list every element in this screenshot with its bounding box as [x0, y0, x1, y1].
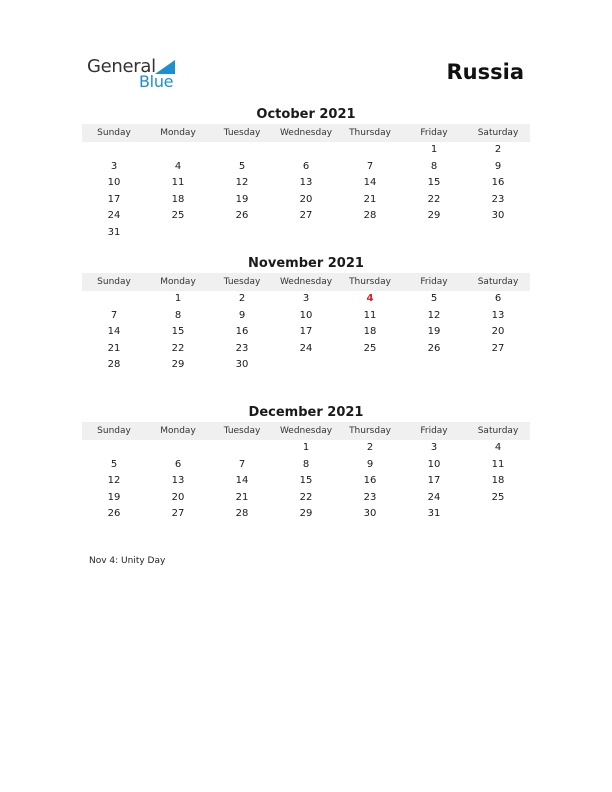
weekday-label: Saturday — [477, 277, 519, 287]
day-cell: 5 — [238, 160, 246, 172]
weekday-label: Sunday — [97, 277, 131, 287]
day-cell: 7 — [366, 160, 374, 172]
day-cell: 21 — [363, 193, 377, 205]
weekday-label: Monday — [160, 277, 196, 287]
logo-text-general: General — [87, 56, 156, 77]
empty-day-cell — [210, 142, 274, 159]
weekday-label: Thursday — [349, 277, 391, 287]
day-cell: 9 — [238, 309, 246, 321]
day-cell: 23 — [491, 193, 505, 205]
empty-day-cell — [402, 357, 466, 374]
day-cell: 12 — [235, 177, 249, 189]
day-cell: 30 — [235, 359, 249, 371]
empty-day-cell — [210, 225, 274, 242]
day-cell: 16 — [363, 475, 377, 487]
empty-day-cell — [146, 440, 210, 457]
day-cell: 26 — [427, 342, 441, 354]
generalblue-logo — [87, 56, 187, 92]
day-cell: 9 — [366, 458, 374, 470]
empty-day-cell — [466, 506, 530, 523]
day-cell: 2 — [494, 144, 502, 155]
day-cell: 10 — [107, 177, 121, 189]
day-cell: 7 — [238, 458, 246, 470]
empty-day-cell — [210, 440, 274, 457]
empty-day-cell — [146, 225, 210, 242]
day-cell: 10 — [427, 458, 441, 470]
day-grid — [82, 440, 530, 523]
month-title: October 2021 — [256, 107, 356, 122]
day-cell: 28 — [363, 210, 377, 222]
day-cell: 19 — [235, 193, 249, 205]
day-cell: 13 — [491, 309, 505, 321]
weekday-label: Tuesday — [223, 426, 261, 436]
day-cell: 6 — [494, 293, 502, 304]
weekday-label: Wednesday — [279, 277, 333, 287]
day-cell: 24 — [427, 491, 441, 503]
weekday-label: Monday — [160, 128, 196, 138]
month-december-2021 — [82, 404, 530, 523]
empty-day-cell — [338, 357, 402, 374]
day-cell: 14 — [235, 475, 249, 487]
month-title: November 2021 — [248, 256, 364, 271]
day-cell: 25 — [491, 491, 505, 503]
day-cell: 11 — [491, 458, 505, 470]
day-cell: 14 — [363, 177, 377, 189]
day-cell: 30 — [363, 508, 377, 520]
day-cell: 4 — [174, 160, 182, 172]
day-cell: 9 — [494, 160, 502, 172]
day-cell: 25 — [171, 210, 185, 222]
empty-day-cell — [82, 440, 146, 457]
day-cell: 31 — [107, 226, 121, 238]
day-cell: 30 — [491, 210, 505, 222]
day-cell: 24 — [299, 342, 313, 354]
day-cell: 22 — [171, 342, 185, 354]
day-cell: 31 — [427, 508, 441, 520]
weekday-label: Sunday — [97, 128, 131, 138]
day-cell: 1 — [174, 293, 182, 304]
day-cell: 14 — [107, 326, 121, 338]
weekday-header — [82, 273, 530, 291]
day-cell: 13 — [171, 475, 185, 487]
weekday-header — [82, 124, 530, 142]
weekday-label: Monday — [160, 426, 196, 436]
day-cell: 19 — [107, 491, 121, 503]
day-cell: 17 — [427, 475, 441, 487]
holiday-note: Nov 4: Unity Day — [89, 556, 166, 566]
day-cell: 29 — [427, 210, 441, 222]
day-cell: 11 — [363, 309, 377, 321]
day-cell: 7 — [110, 309, 118, 321]
day-cell: 25 — [363, 342, 377, 354]
day-cell: 12 — [427, 309, 441, 321]
day-cell: 11 — [171, 177, 185, 189]
day-cell: 21 — [107, 342, 121, 354]
day-cell: 19 — [427, 326, 441, 338]
day-cell: 26 — [107, 508, 121, 520]
empty-day-cell — [274, 225, 338, 242]
day-cell: 4 — [494, 442, 502, 453]
day-cell: 29 — [171, 359, 185, 371]
day-grid — [82, 291, 530, 374]
weekday-label: Wednesday — [279, 426, 333, 436]
day-cell: 26 — [235, 210, 249, 222]
weekday-label: Friday — [420, 426, 448, 436]
day-cell: 23 — [363, 491, 377, 503]
day-cell: 16 — [235, 326, 249, 338]
day-cell: 17 — [299, 326, 313, 338]
empty-day-cell — [466, 225, 530, 242]
weekday-header — [82, 422, 530, 440]
day-cell: 8 — [430, 160, 438, 172]
day-cell: 18 — [171, 193, 185, 205]
weekday-label: Thursday — [349, 128, 391, 138]
day-cell: 22 — [427, 193, 441, 205]
day-cell: 15 — [299, 475, 313, 487]
day-grid — [82, 142, 530, 242]
day-cell: 13 — [299, 177, 313, 189]
logo-text-blue: Blue — [139, 72, 174, 91]
day-cell: 8 — [174, 309, 182, 321]
day-cell: 22 — [299, 491, 313, 503]
day-cell: 2 — [366, 442, 374, 453]
empty-day-cell — [82, 291, 146, 308]
month-title: December 2021 — [248, 405, 364, 420]
day-cell: 15 — [427, 177, 441, 189]
month-october-2021 — [82, 106, 530, 242]
weekday-label: Saturday — [477, 128, 519, 138]
day-cell: 6 — [302, 160, 310, 172]
day-cell: 10 — [299, 309, 313, 321]
day-cell: 27 — [171, 508, 185, 520]
weekday-label: Saturday — [477, 426, 519, 436]
weekday-label: Tuesday — [223, 277, 261, 287]
day-cell: 15 — [171, 326, 185, 338]
empty-day-cell — [274, 142, 338, 159]
empty-day-cell — [274, 357, 338, 374]
day-cell: 20 — [299, 193, 313, 205]
day-cell: 8 — [302, 458, 310, 470]
day-cell: 21 — [235, 491, 249, 503]
day-cell: 20 — [171, 491, 185, 503]
weekday-label: Wednesday — [279, 128, 333, 138]
weekday-label: Tuesday — [223, 128, 261, 138]
empty-day-cell — [82, 142, 146, 159]
day-cell: 27 — [299, 210, 313, 222]
day-cell: 3 — [110, 160, 118, 172]
day-cell: 3 — [302, 293, 310, 304]
weekday-label: Friday — [420, 128, 448, 138]
day-cell: 1 — [302, 442, 310, 453]
day-cell: 27 — [491, 342, 505, 354]
day-cell: 28 — [107, 359, 121, 371]
day-cell: 28 — [235, 508, 249, 520]
month-november-2021 — [82, 255, 530, 374]
day-cell: 17 — [107, 193, 121, 205]
weekday-label: Sunday — [97, 426, 131, 436]
day-cell: 16 — [491, 177, 505, 189]
day-cell: 1 — [430, 144, 438, 155]
day-cell: 29 — [299, 508, 313, 520]
day-cell: 2 — [238, 293, 246, 304]
day-cell: 18 — [363, 326, 377, 338]
day-cell: 23 — [235, 342, 249, 354]
day-cell: 18 — [491, 475, 505, 487]
day-cell: 5 — [430, 293, 438, 304]
empty-day-cell — [338, 225, 402, 242]
country-title: Russia — [446, 60, 524, 84]
weekday-label: Friday — [420, 277, 448, 287]
empty-day-cell — [338, 142, 402, 159]
day-cell: 5 — [110, 458, 118, 470]
day-cell: 20 — [491, 326, 505, 338]
holiday-notes — [89, 556, 165, 566]
empty-day-cell — [466, 357, 530, 374]
empty-day-cell — [402, 225, 466, 242]
day-cell: 3 — [430, 442, 438, 453]
day-cell: 24 — [107, 210, 121, 222]
empty-day-cell — [146, 142, 210, 159]
day-cell: 6 — [174, 458, 182, 470]
weekday-label: Thursday — [349, 426, 391, 436]
holiday-day-cell: 4 — [366, 293, 374, 304]
day-cell: 12 — [107, 475, 121, 487]
